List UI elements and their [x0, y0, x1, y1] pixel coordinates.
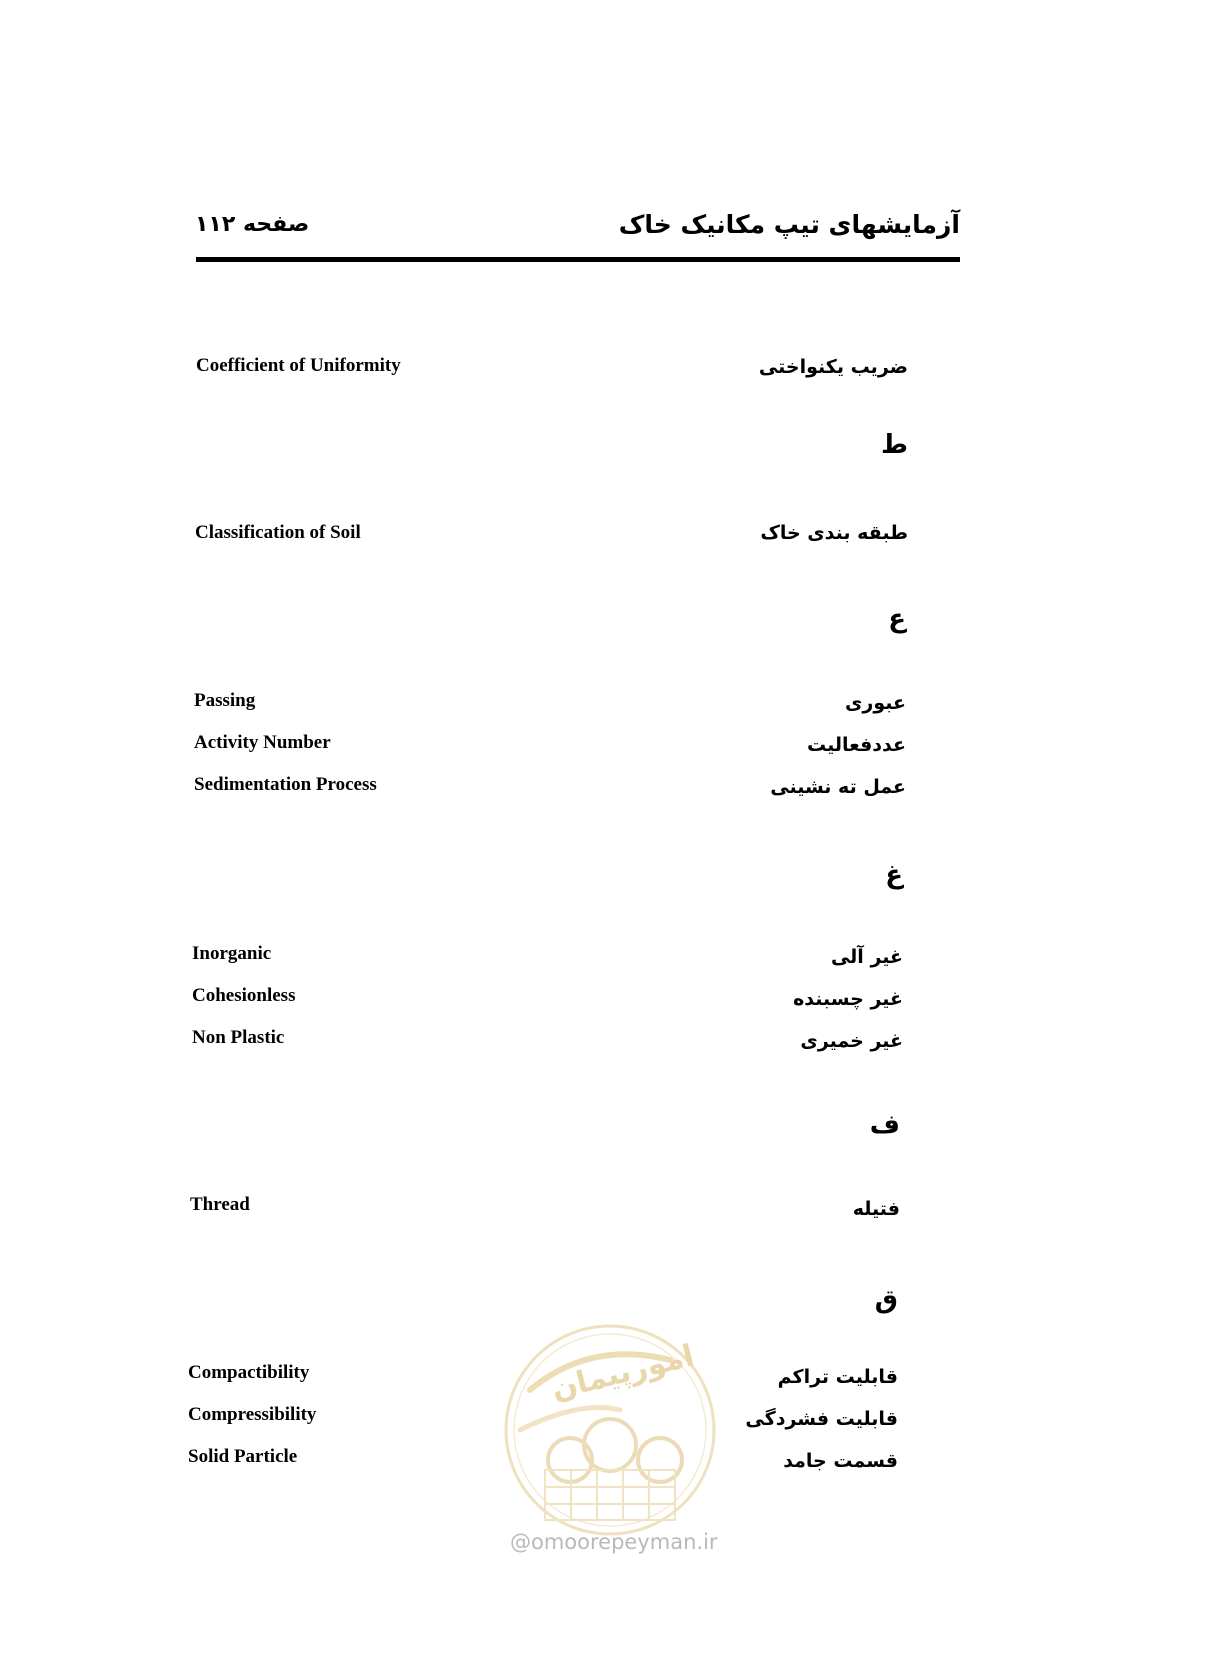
- glossary-term-fa: غیر آلی: [830, 946, 903, 968]
- glossary-term-en: Non Plastic: [192, 1027, 285, 1048]
- page-number: صفحه ۱۱۲: [195, 212, 310, 237]
- glossary-term-en: Coefficient of Uniformity: [196, 355, 401, 376]
- glossary-term-en: Activity Number: [194, 732, 331, 753]
- glossary-term-fa: غیر چسبنده: [793, 988, 903, 1010]
- glossary-term-en: Inorganic: [192, 943, 272, 964]
- glossary-term-en: Passing: [194, 690, 256, 711]
- book-title: آزمایشهای تیپ مکانیک خاک: [618, 210, 960, 239]
- section-letter: ف: [869, 1110, 900, 1140]
- section-letter: ق: [874, 1285, 898, 1315]
- glossary-term-en: Solid Particle: [188, 1446, 298, 1467]
- glossary-term-fa: طبقه بندی خاک: [760, 522, 908, 544]
- glossary-term-en: Thread: [190, 1194, 250, 1215]
- glossary-term-fa: قابلیت تراکم: [777, 1366, 898, 1388]
- glossary-term-fa: غیر خمیری: [800, 1030, 903, 1052]
- glossary-term-en: Classification of Soil: [195, 522, 361, 543]
- glossary-term-fa: عمل ته نشینی: [770, 776, 906, 798]
- glossary-term-fa: فتیله: [852, 1198, 900, 1220]
- glossary-term-en: Compressibility: [188, 1404, 317, 1425]
- glossary-term-fa: قسمت جامد: [783, 1450, 898, 1472]
- section-letter: ط: [880, 430, 908, 460]
- glossary-term-en: Sedimentation Process: [194, 774, 377, 795]
- glossary-term-en: Compactibility: [188, 1362, 310, 1383]
- glossary-term-fa: عبوری: [845, 692, 906, 714]
- glossary-term-en: Cohesionless: [192, 985, 296, 1006]
- glossary-term-fa: ضریب یکنواختی: [758, 356, 908, 378]
- header-divider: [196, 257, 960, 262]
- section-letter: غ: [885, 860, 903, 890]
- watermark-url: @omoorepeyman.ir: [510, 1530, 718, 1554]
- glossary-term-fa: عددفعالیت: [806, 734, 906, 756]
- section-letter: ع: [888, 604, 906, 634]
- watermark-logo: [500, 1320, 720, 1540]
- glossary-term-fa: قابلیت فشردگی: [745, 1408, 898, 1430]
- watermark-logo-text: امورپیمان: [547, 1338, 698, 1408]
